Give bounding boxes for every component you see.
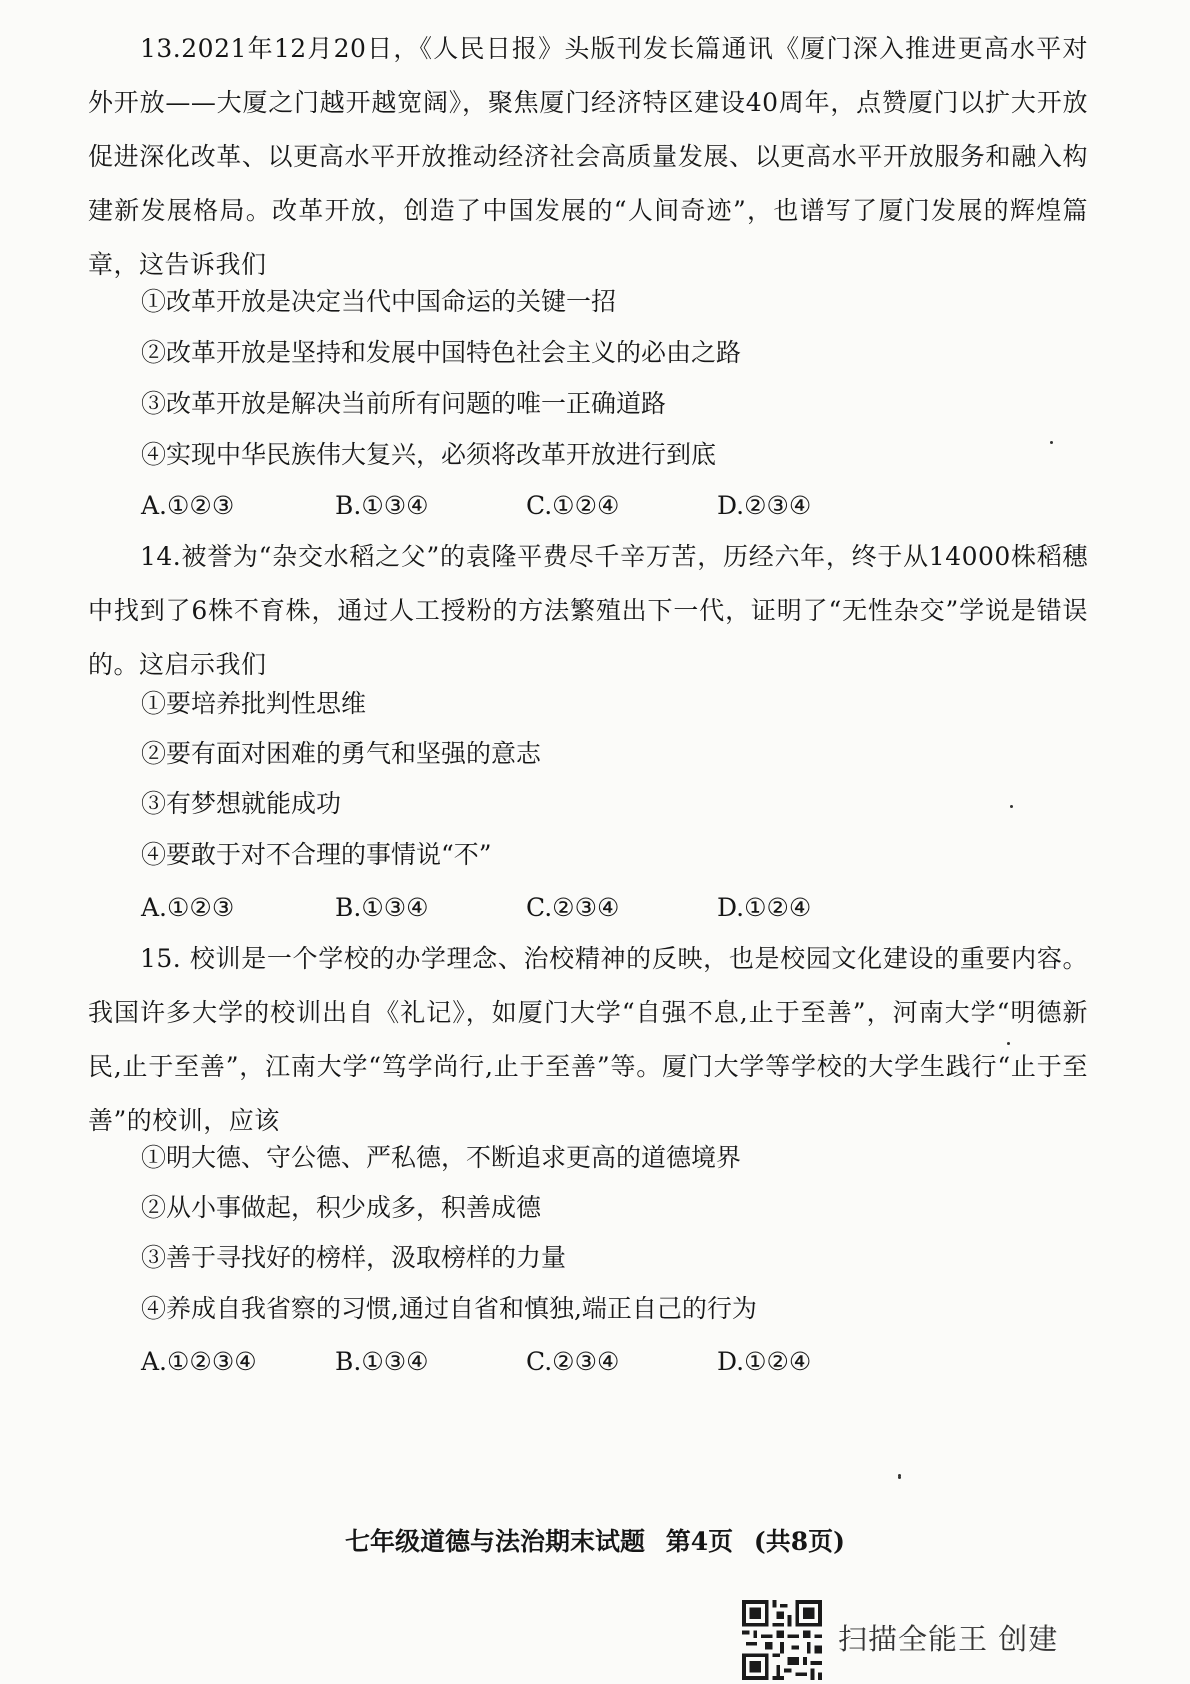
question-15-choice-c: C.②③④	[526, 1347, 620, 1376]
scanner-watermark-text: 扫描全能王 创建	[838, 1622, 1059, 1656]
footer-page-number: 第4页	[665, 1527, 734, 1556]
question-13-choices	[141, 491, 1041, 523]
scan-speck	[1007, 1042, 1010, 1045]
question-13-choice-a: A.①②③	[141, 491, 235, 520]
scan-speck	[1010, 805, 1013, 808]
question-13-choice-b: B.①③④	[335, 491, 429, 520]
question-14-choice-a: A.①②③	[141, 893, 235, 922]
question-14-option-4: ④要敢于对不合理的事情说“不”	[141, 840, 492, 869]
question-14-stem: 14.被誉为“杂交水稻之父”的袁隆平费尽千辛万苦，历经六年，终于从14000株稻穗中找到了6株不育株，通过人工授粉的方法繁殖出下一代，证明了“无性杂交”学说是错误的。这启示我们	[88, 542, 1088, 679]
question-15-choice-b: B.①③④	[335, 1347, 429, 1376]
question-15-option-1: ①明大德、守公德、严私德，不断追求更高的道德境界	[141, 1143, 742, 1172]
question-15-choice-d: D.①②④	[717, 1347, 812, 1376]
scan-speck	[898, 1476, 901, 1479]
question-14-choices	[141, 893, 1041, 925]
question-14-choice-c: C.②③④	[526, 893, 620, 922]
footer-exam-title: 七年级道德与法治期末试题	[345, 1527, 646, 1556]
question-14-option-1: ①要培养批判性思维	[141, 689, 367, 718]
question-14-choice-b: B.①③④	[335, 893, 429, 922]
question-15-option-3: ③善于寻找好的榜样，汲取榜样的力量	[141, 1243, 567, 1272]
question-14-choice-d: D.①②④	[717, 893, 812, 922]
question-13-option-2: ②改革开放是坚持和发展中国特色社会主义的必由之路	[141, 338, 742, 367]
qr-code-icon	[742, 1600, 822, 1680]
question-13-option-1: ①改革开放是决定当代中国命运的关键一招	[141, 287, 617, 316]
question-14-option-3: ③有梦想就能成功	[141, 789, 342, 818]
question-13-stem: 13.2021年12月20日，《人民日报》头版刊发长篇通讯《厦门深入推进更高水平对外开放——大厦之门越开越宽阔》，聚焦厦门经济特区建设40周年，点赞厦门以扩大开放促进深化改革、以更高水平开放推动经济社会高质量发展、以更高水平开放服务和融入构建新发展格局。改革开放，创造了中国发展的“人间奇迹”，也谱写了厦门发展的辉煌篇章，这告诉我们	[88, 34, 1088, 279]
question-13-choice-d: D.②③④	[717, 491, 812, 520]
question-15-stem: 15. 校训是一个学校的办学理念、治校精神的反映，也是校园文化建设的重要内容。我国许多大学的校训出自《礼记》，如厦门大学“自强不息,止于至善”，河南大学“明德新民,止于至善”，江南大学“笃学尚行,止于至善”等。厦门大学等学校的大学生践行“止于至善”的校训，应该	[88, 944, 1088, 1135]
scan-speck	[1050, 441, 1053, 444]
question-13-option-4: ④实现中华民族伟大复兴，必须将改革开放进行到底	[141, 440, 717, 469]
question-15-option-4: ④养成自我省察的习惯,通过自省和慎独,端正自己的行为	[141, 1294, 757, 1323]
question-13-choice-c: C.①②④	[526, 491, 620, 520]
footer-total-pages: (共8页)	[753, 1527, 845, 1556]
question-15-choice-a: A.①②③④	[141, 1347, 257, 1376]
question-15-choices	[141, 1347, 1041, 1379]
page-footer	[0, 1522, 1190, 1558]
question-14-option-2: ②要有面对困难的勇气和坚强的意志	[141, 739, 542, 768]
question-15-option-2: ②从小事做起，积少成多，积善成德	[141, 1193, 542, 1222]
question-13-option-3: ③改革开放是解决当前所有问题的唯一正确道路	[141, 389, 667, 418]
